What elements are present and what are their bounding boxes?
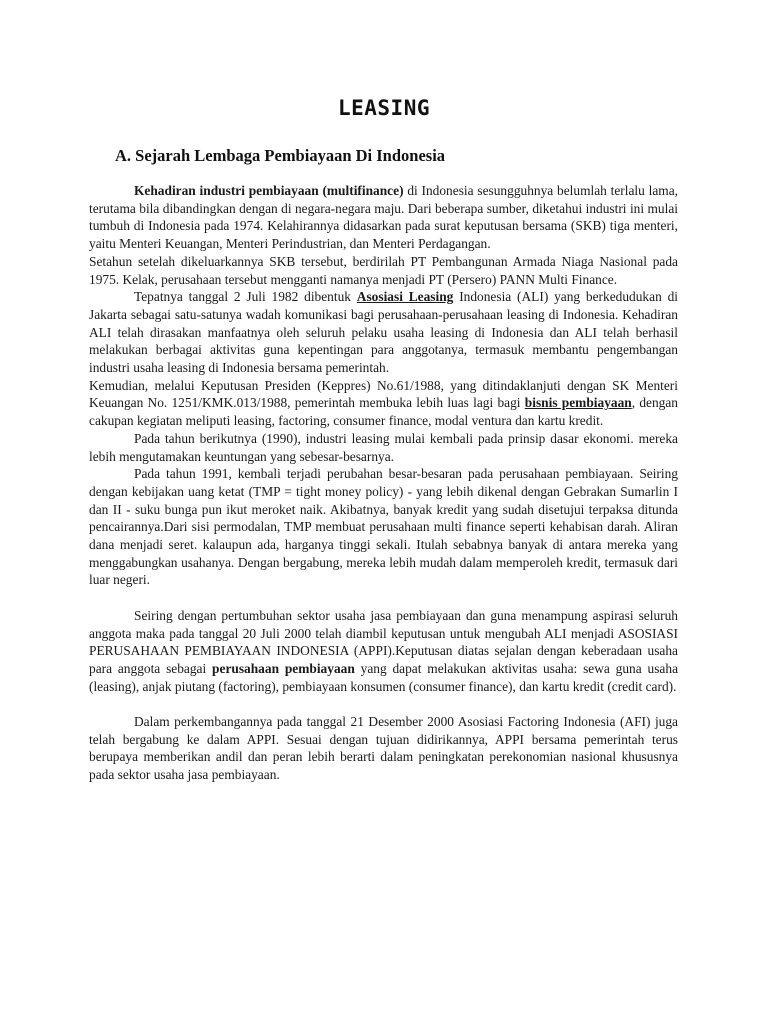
paragraph-3-text-after: Indonesia (ALI) yang berkedudukan di Jakarta sebagai satu-satunya wadah komunikasi bagi perusahaan-perusahaan leasing di Indonesia. Kehadiran ALI telah dirasakan manfaatnya oleh seluruh pelaku usaha leasing di Indonesia dan ALI telah berhasil melakukan berbagai aktivitas guna kepentingan para anggotanya, termasuk membantu pengembangan industri usaha leasing di Indonesia bersama pemerintah. [89, 289, 678, 376]
paragraph-2-text: Setahun setelah dikeluarkannya SKB tersebut, berdirilah PT Pembangunan Armada Niaga Nasional pada 1975. Kelak, perusahaan tersebut mengganti namanya menjadi PT (Persero) PANN Multi Finance. [89, 253, 678, 287]
document-title: LEASING [337, 96, 430, 120]
document-body [89, 182, 678, 784]
paragraph-3 [89, 288, 678, 377]
paragraph-3-text-before: Tepatnya tanggal 2 Juli 1982 dibentuk [134, 289, 357, 305]
paragraph-1 [89, 182, 678, 253]
section-heading: A. Sejarah Lembaga Pembiayaan Di Indonesia [115, 146, 446, 165]
paragraph-5 [89, 430, 678, 465]
paragraph-4-text-before: Kemudian, melalui Keputusan Presiden (Keppres) No.61/1988, yang ditindaklanjuti dengan SK Menteri Keuangan No. 1251/KMK.013/1988, pemerintah membuka lebih luas lagi bagi [89, 377, 678, 411]
paragraph-6-text: Pada tahun 1991, kembali terjadi perubahan besar-besaran pada perusahaan pembiayaan. Seiring dengan kebijakan uang ketat (TMP = tight money policy) - yang lebih dikenal dengan Gebrakan Sumarlin I dan II - suku bunga pun ikut meroket naik. Akibatnya, banyak kredit yang sudah disetujui terpaksa ditunda pencairannya.Dari sisi permodalan, TMP membuat perusahaan multi finance seperti kehabisan darah. Aliran dana menjadi seret. kalaupun ada, harganya tinggi sekali. Itulah sebabnya banyak di antara mereka yang menggabungkan usahanya. Dengan bergabung, mereka lebih mudah dalam memperoleh kredit, termasuk dari luar negeri. [89, 466, 678, 588]
paragraph-4-text-after: , dengan cakupan kegiatan meliputi leasing, factoring, consumer finance, modal ventura dan kartu kredit. [89, 395, 678, 429]
paragraph-7-text-after: yang dapat melakukan aktivitas usaha: sewa guna usaha (leasing), anjak piutang (factoring), pembiayaan konsumen (consumer finance), dan kartu kredit (credit card). [89, 660, 679, 694]
paragraph-6 [89, 465, 678, 589]
paragraph-4 [89, 377, 678, 430]
paragraph-8 [89, 713, 678, 784]
paragraph-8-text: Dalam perkembangannya pada tanggal 21 Desember 2000 Asosiasi Factoring Indonesia (AFI) juga telah bergabung ke dalam APPI. Sesuai dengan tujuan didirikannya, APPI bersama pemerintah terus berupaya memberikan andil dan peran lebih berarti dalam peningkatan perekonomian nasional khususnya pada sektor usaha jasa pembiayaan. [89, 714, 678, 783]
paragraph-2 [89, 253, 678, 288]
paragraph-5-text: Pada tahun berikutnya (1990), industri leasing mulai kembali pada prinsip dasar ekonomi. mereka lebih mengutamakan keuntungan yang sebesar-besarnya. [89, 430, 678, 464]
paragraph-7 [89, 607, 678, 696]
asosiasi-leasing-link-text: Asosiasi Leasing [356, 289, 454, 305]
paragraph-1-bold-lead: Kehadiran industri pembiayaan (multifinance) [134, 183, 404, 198]
paragraph-7-text-before: Seiring dengan pertumbuhan sektor usaha jasa pembiayaan dan guna menampung aspirasi seluruh anggota maka pada tanggal 20 Juli 2000 telah diambil keputusan untuk mengubah ALI menjadi ASOSIASI PERUSAHAAN PEMBIAYAAN INDONESIA (APPI).Keputusan diatas sejalan dengan keberadaan usaha para anggota sebagai [89, 607, 678, 676]
paragraph-1-text: di Indonesia sesungguhnya belumlah terlalu lama, terutama bila dibandingkan dengan di negara-negara maju. Dari beberapa sumber, diketahui industri ini mulai tumbuh di Indonesia pada 1974. Kelahirannya didasarkan pada surat keputusan bersama (SKB) tiga menteri, yaitu Menteri Keuangan, Menteri Perindustrian, dan Menteri Perdagangan. [89, 183, 678, 252]
paragraph-7-bold: perusahaan pembiayaan [212, 660, 355, 676]
bisnis-pembiayaan-link-text: bisnis pembiayaan [524, 395, 632, 411]
